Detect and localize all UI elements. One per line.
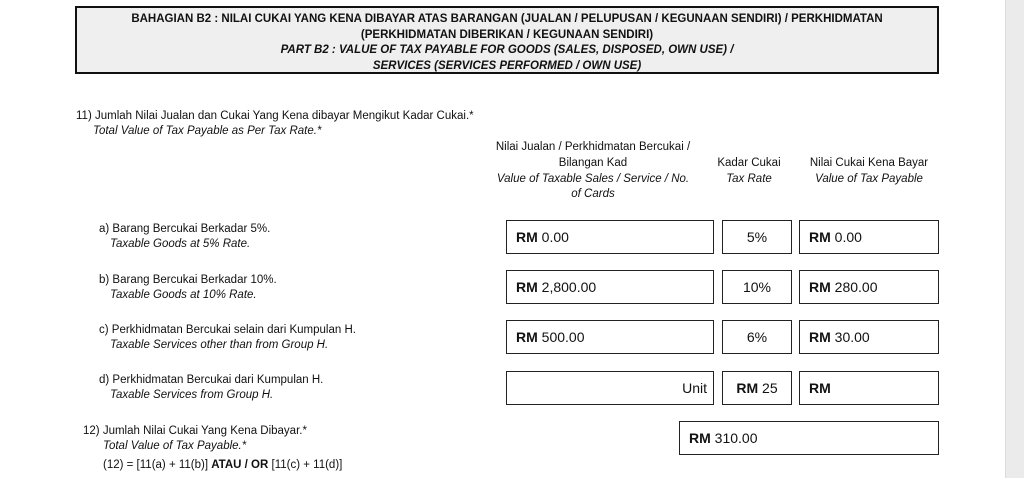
currency-prefix: RM (516, 229, 538, 245)
formula-part-a: (12) = [11(a) + 11(b)] (103, 459, 212, 471)
currency-prefix: RM (516, 329, 538, 345)
col-value-line-2: Bilangan Kad (558, 156, 628, 169)
row-b-tax-field[interactable] (799, 270, 939, 304)
currency-prefix: RM (689, 430, 711, 446)
col-tax-line-2: Value of Tax Payable (815, 172, 923, 185)
scrollbar-track[interactable] (1005, 0, 1024, 478)
row-c-tax: 30.00 (834, 329, 870, 345)
row-b-label-en: Taxable Goods at 10% Rate. (110, 289, 257, 301)
col-tax-line-1: Nilai Cukai Kena Bayar (809, 157, 929, 169)
col-header-tax (798, 156, 940, 188)
q11-title: 11) Jumlah Nilai Jualan dan Cukai Yang Kena dibayar Mengikut Kadar Cukai.* (76, 110, 474, 122)
section-header (75, 6, 939, 74)
header-line-4: SERVICES (SERVICES PERFORMED / OWN USE) (372, 59, 642, 72)
row-d-label-en: Taxable Services from Group H. (110, 389, 274, 401)
currency-prefix: RM (809, 229, 831, 245)
row-a-rate-field[interactable] (722, 220, 792, 254)
total-tax-field[interactable] (679, 421, 939, 455)
col-value-line-3: Value of Taxable Sales / Service / No. (496, 172, 690, 185)
formula-part-b: [11(c) + 11(d)] (268, 459, 343, 471)
header-line-3: PART B2 : VALUE OF TAX PAYABLE FOR GOODS (SALES, DISPOSED, OWN USE) / (280, 44, 734, 56)
col-rate-line-1: Kadar Cukai (717, 157, 781, 169)
row-c-value-field[interactable] (506, 320, 714, 354)
row-a-value: 0.00 (541, 229, 569, 245)
currency-prefix: RM (809, 380, 831, 396)
row-b-label: b) Barang Bercukai Berkadar 10%. (99, 274, 277, 286)
row-a-value-field[interactable] (506, 220, 714, 254)
row-c-value: 500.00 (541, 329, 585, 345)
col-rate-line-2: Tax Rate (726, 172, 772, 185)
col-header-rate (706, 156, 792, 188)
q12-subtitle: Total Value of Tax Payable.* (103, 440, 247, 452)
col-value-line-4: of Cards (571, 188, 615, 201)
row-b-rate-field[interactable] (722, 270, 792, 304)
header-line-1: BAHAGIAN B2 : NILAI CUKAI YANG KENA DIBAYAR ATAS BARANGAN (JUALAN / PELUPUSAN / KEGUNAAN SENDIRI) / PERKHIDMATAN (131, 13, 883, 25)
row-a-tax-field[interactable] (799, 220, 939, 254)
q12-title: 12) Jumlah Nilai Cukai Yang Kena Dibayar.* (83, 425, 307, 437)
row-d-unit: Unit (682, 380, 707, 396)
row-d-rate: 25 (762, 380, 778, 396)
col-value-line-1: Nilai Jualan / Perkhidmatan Bercukai / (495, 141, 691, 153)
formula-or: ATAU / OR (211, 459, 269, 471)
col-header-value (478, 140, 708, 203)
row-a-tax: 0.00 (834, 229, 862, 245)
row-b-rate: 10% (742, 279, 772, 295)
row-d-unit-field[interactable] (506, 371, 714, 405)
header-line-2: (PERKHIDMATAN DIBERIKAN / KEGUNAAN SENDIRI) (360, 28, 654, 41)
currency-prefix: RM (516, 279, 538, 295)
row-b-value: 2,800.00 (541, 279, 597, 295)
row-c-rate-field[interactable] (722, 320, 792, 354)
row-a-label: a) Barang Bercukai Berkadar 5%. (99, 223, 271, 235)
q11-subtitle: Total Value of Tax Payable as Per Tax Rate.* (93, 125, 322, 137)
row-b-tax: 280.00 (834, 279, 878, 295)
currency-prefix: RM (736, 380, 759, 396)
row-a-label-en: Taxable Goods at 5% Rate. (110, 238, 251, 250)
row-d-tax-field[interactable] (799, 371, 939, 405)
row-c-label: c) Perkhidmatan Bercukai selain dari Kumpulan H. (99, 324, 356, 336)
row-c-tax-field[interactable] (799, 320, 939, 354)
q12-formula (103, 458, 342, 473)
currency-prefix: RM (809, 279, 831, 295)
row-d-label: d) Perkhidmatan Bercukai dari Kumpulan H. (99, 374, 324, 386)
row-b-value-field[interactable] (506, 270, 714, 304)
row-c-rate: 6% (746, 329, 768, 345)
currency-prefix: RM (809, 329, 831, 345)
row-c-label-en: Taxable Services other than from Group H. (110, 339, 329, 351)
row-a-rate: 5% (746, 229, 768, 245)
row-d-rate-field[interactable] (722, 371, 792, 405)
total-tax-value: 310.00 (714, 430, 758, 446)
